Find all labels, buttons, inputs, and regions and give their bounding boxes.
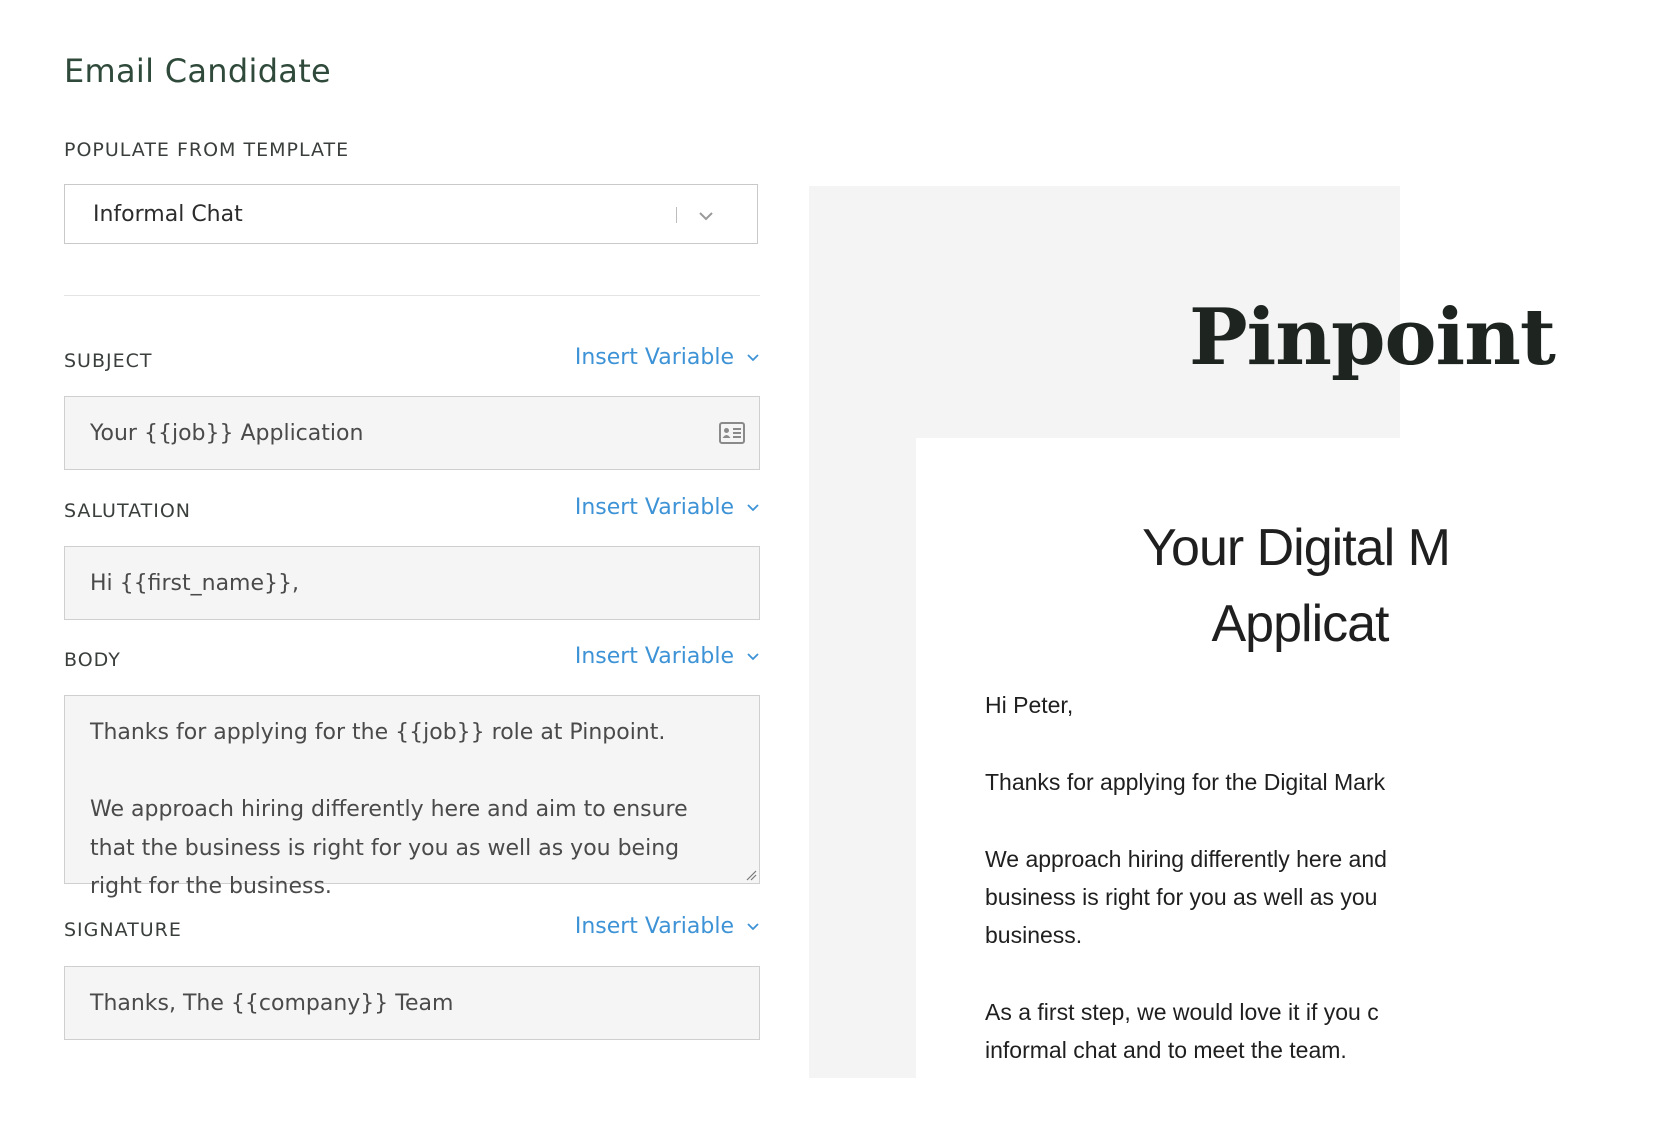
chevron-down-icon [746, 920, 760, 934]
insert-variable-label: Insert Variable [574, 345, 734, 370]
brand-logo: Pinpoint [1189, 292, 1555, 383]
subject-input[interactable] [64, 396, 760, 470]
insert-variable-label: Insert Variable [574, 914, 734, 939]
salutation-input-value: Hi {{first_name}}, [90, 570, 300, 596]
subject-insert-variable-button[interactable] [575, 345, 760, 370]
email-preview-heading [916, 510, 1676, 662]
signature-insert-variable-button[interactable] [575, 914, 760, 939]
body-insert-variable-button[interactable] [575, 644, 760, 669]
subject-input-value: Your {{job}} Application [90, 420, 364, 446]
email-paragraph: Thanks for applying for the Digital Mark [985, 769, 1386, 795]
page-title: Email Candidate [64, 52, 332, 90]
select-separator [676, 207, 677, 223]
salutation-label: SALUTATION [64, 500, 191, 522]
salutation-insert-variable-button[interactable] [575, 495, 760, 520]
section-divider [64, 295, 760, 296]
body-textarea[interactable] [64, 695, 760, 899]
template-label: POPULATE FROM TEMPLATE [64, 139, 350, 161]
chevron-down-icon [746, 351, 760, 365]
chevron-down-icon [746, 501, 760, 515]
signature-label: SIGNATURE [64, 919, 182, 941]
insert-variable-label: Insert Variable [574, 644, 734, 669]
email-preview-card [916, 438, 1516, 1138]
resize-handle-icon[interactable] [745, 869, 757, 881]
email-paragraph: As a first step, we would love it if you c informal chat and to meet the team. [985, 999, 1379, 1063]
body-label: BODY [64, 649, 121, 671]
template-select[interactable] [64, 184, 758, 244]
email-heading-line: Applicat [1211, 595, 1389, 653]
body-paragraph: We approach hiring differently here and aim to ensure that the business is right for you as well as you being right for the business. [90, 797, 688, 899]
chevron-down-icon [746, 650, 760, 664]
email-paragraph: We approach hiring differently here and business is right for you as well as you business. [985, 846, 1387, 948]
email-greeting: Hi Peter, [985, 692, 1074, 718]
template-select-value: Informal Chat [93, 201, 243, 227]
salutation-input[interactable] [64, 546, 760, 620]
contact-card-icon[interactable] [719, 421, 745, 445]
email-preview-body [985, 686, 1585, 1108]
subject-label: SUBJECT [64, 350, 153, 372]
body-paragraph: Thanks for applying for the {{job}} role at Pinpoint. [90, 720, 666, 745]
email-heading-line: Your Digital M [1142, 519, 1450, 577]
signature-input[interactable] [64, 966, 760, 1040]
signature-input-value: Thanks, The {{company}} Team [90, 990, 454, 1016]
email-preview-pane [809, 186, 1555, 1078]
insert-variable-label: Insert Variable [574, 495, 734, 520]
chevron-down-icon[interactable] [697, 207, 715, 225]
